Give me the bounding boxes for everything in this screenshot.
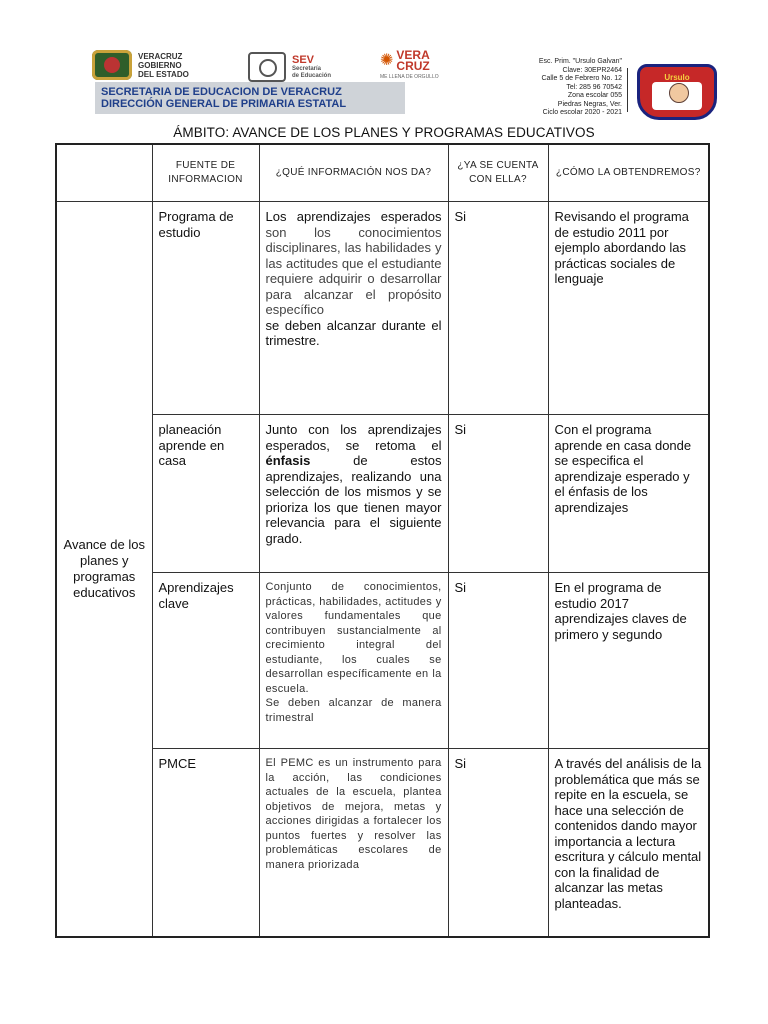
table-row: [56, 415, 709, 573]
school-info-line: Zona escolar 055: [567, 92, 622, 99]
banner-line: DIRECCIÓN GENERAL DE PRIMARIA ESTATAL: [101, 98, 347, 110]
info-emphasis: énfasis: [265, 453, 311, 468]
source-cell: PMCE: [152, 749, 259, 938]
source-cell: Aprendizajes clave: [152, 573, 259, 749]
planning-table: [55, 143, 710, 938]
header-blank-cell: [56, 144, 152, 202]
sev-logo: [248, 52, 331, 82]
vera-slogan: ME LLENA DE ORGULLO: [380, 74, 439, 80]
info-text: son los conocimientos disciplinares, las habilidades y las actitudes que el estudiante requiere adquirir o desarrollar para alcanzar el propósito específico: [265, 224, 442, 317]
school-crest-logo: [633, 60, 715, 118]
crest-name: Ursulo: [664, 73, 690, 82]
vera-cruz-title: [396, 50, 429, 72]
info-text: Junto con los aprendizajes esperados, se retoma el: [265, 422, 442, 453]
info-cell: [259, 202, 448, 415]
method-cell: Revisando el programa de estudio 2011 por ejemplo abordando las prácticas sociales de lenguaje: [548, 202, 709, 415]
school-info-line: Ciclo escolar 2020 - 2021: [542, 109, 622, 116]
info-text: Conjunto de conocimientos, prácticas, habilidades, actitudes y valores fundamentales que contribuyen sustancialmente al crecimiento integral del estudiante, los cuales se desarrollan específicamente en la escuela.: [265, 581, 442, 695]
crest-shield-icon: [637, 64, 717, 120]
sev-subtitle: Secretaría: [292, 65, 322, 72]
sev-title: SEV: [292, 53, 315, 66]
info-cell: [259, 415, 448, 573]
veracruz-logo-text: [138, 52, 189, 79]
school-info-line: Clave: 30EPR2464: [562, 66, 622, 74]
veracruz-government-logo: [92, 50, 189, 80]
school-info-line: Esc. Prim. "Ursulo Galvan": [538, 58, 622, 65]
crest-portrait-icon: [669, 83, 689, 103]
document-header: [0, 0, 768, 120]
school-info-line: Tel: 285 96 70542: [566, 83, 622, 91]
divider: [627, 68, 628, 112]
availability-cell: Si: [448, 573, 548, 749]
source-cell: Programa de estudio: [152, 202, 259, 415]
sev-logo-text: [292, 55, 331, 80]
vera-title-line: VERA: [396, 48, 430, 62]
logo-line: GOBIERNO: [138, 60, 182, 70]
column-header: ¿QUÉ INFORMACIÓN NOS DA?: [259, 144, 448, 202]
area-label: Avance de los planes y programas educativos: [56, 202, 152, 938]
institution-banner: [95, 82, 405, 114]
info-text: El PEMC es un instrumento para la acción, las condiciones actuales de la escuela, plantea objetivos de mejora, metas y acciones dirigidas a fortalecer los puntos fuertes y resolver las problemáticas escolares de manera priorizada: [265, 757, 442, 871]
info-cell: [259, 749, 448, 938]
info-text: de estos aprendizajes, realizando una selección de los mismos y se prioriza los que tienen mayor relevancia para el siguiente grado.: [265, 453, 442, 546]
availability-cell: Si: [448, 415, 548, 573]
column-header: FUENTE DE INFORMACION: [152, 144, 259, 202]
veracruz-seal-icon: [92, 50, 132, 80]
info-text: se deben alcanzar durante el trimestre.: [265, 317, 442, 348]
table-row: [56, 202, 709, 415]
info-text: Los aprendizajes esperados: [265, 209, 442, 224]
method-cell: En el programa de estudio 2017 aprendizajes claves de primero y segundo: [548, 573, 709, 749]
page-title: ÁMBITO: AVANCE DE LOS PLANES Y PROGRAMAS EDUCATIVOS: [173, 125, 595, 140]
table-row: [56, 573, 709, 749]
column-header: ¿CÓMO LA OBTENDREMOS?: [548, 144, 709, 202]
vera-title-line: CRUZ: [396, 59, 430, 73]
table-row: [56, 749, 709, 938]
school-info-line: Piedras Negras, Ver.: [557, 100, 622, 108]
banner-line: SECRETARIA DE EDUCACION DE VERACRUZ: [101, 86, 342, 98]
info-text: Se deben alcanzar de manera trimestral: [265, 697, 442, 724]
school-info: [498, 58, 622, 118]
sev-subtitle: de Educación: [292, 72, 332, 79]
availability-cell: Si: [448, 202, 548, 415]
logo-line: VERACRUZ: [138, 51, 183, 61]
column-header: ¿YA SE CUENTA CON ELLA?: [448, 144, 548, 202]
info-cell: [259, 573, 448, 749]
sev-emblem-icon: [248, 52, 286, 82]
vera-cruz-emblem-icon: ✺: [380, 52, 394, 69]
vera-cruz-logo: [380, 50, 439, 80]
table-header-row: [56, 144, 709, 202]
logo-line: DEL ESTADO: [138, 69, 189, 79]
school-info-line: Calle 5 de Febrero No. 12: [541, 75, 622, 82]
source-cell: planeación aprende en casa: [152, 415, 259, 573]
method-cell: Con el programa aprende en casa donde se especifica el aprendizaje esperado y el énfasis de los aprendizajes: [548, 415, 709, 573]
method-cell: A través del análisis de la problemática que más se repite en la escuela, se hace una selección de contenidos dando mayor importancia a lectura escritura y cálculo mental con la finalidad de alcanzar las metas planteadas.: [548, 749, 709, 938]
availability-cell: Si: [448, 749, 548, 938]
